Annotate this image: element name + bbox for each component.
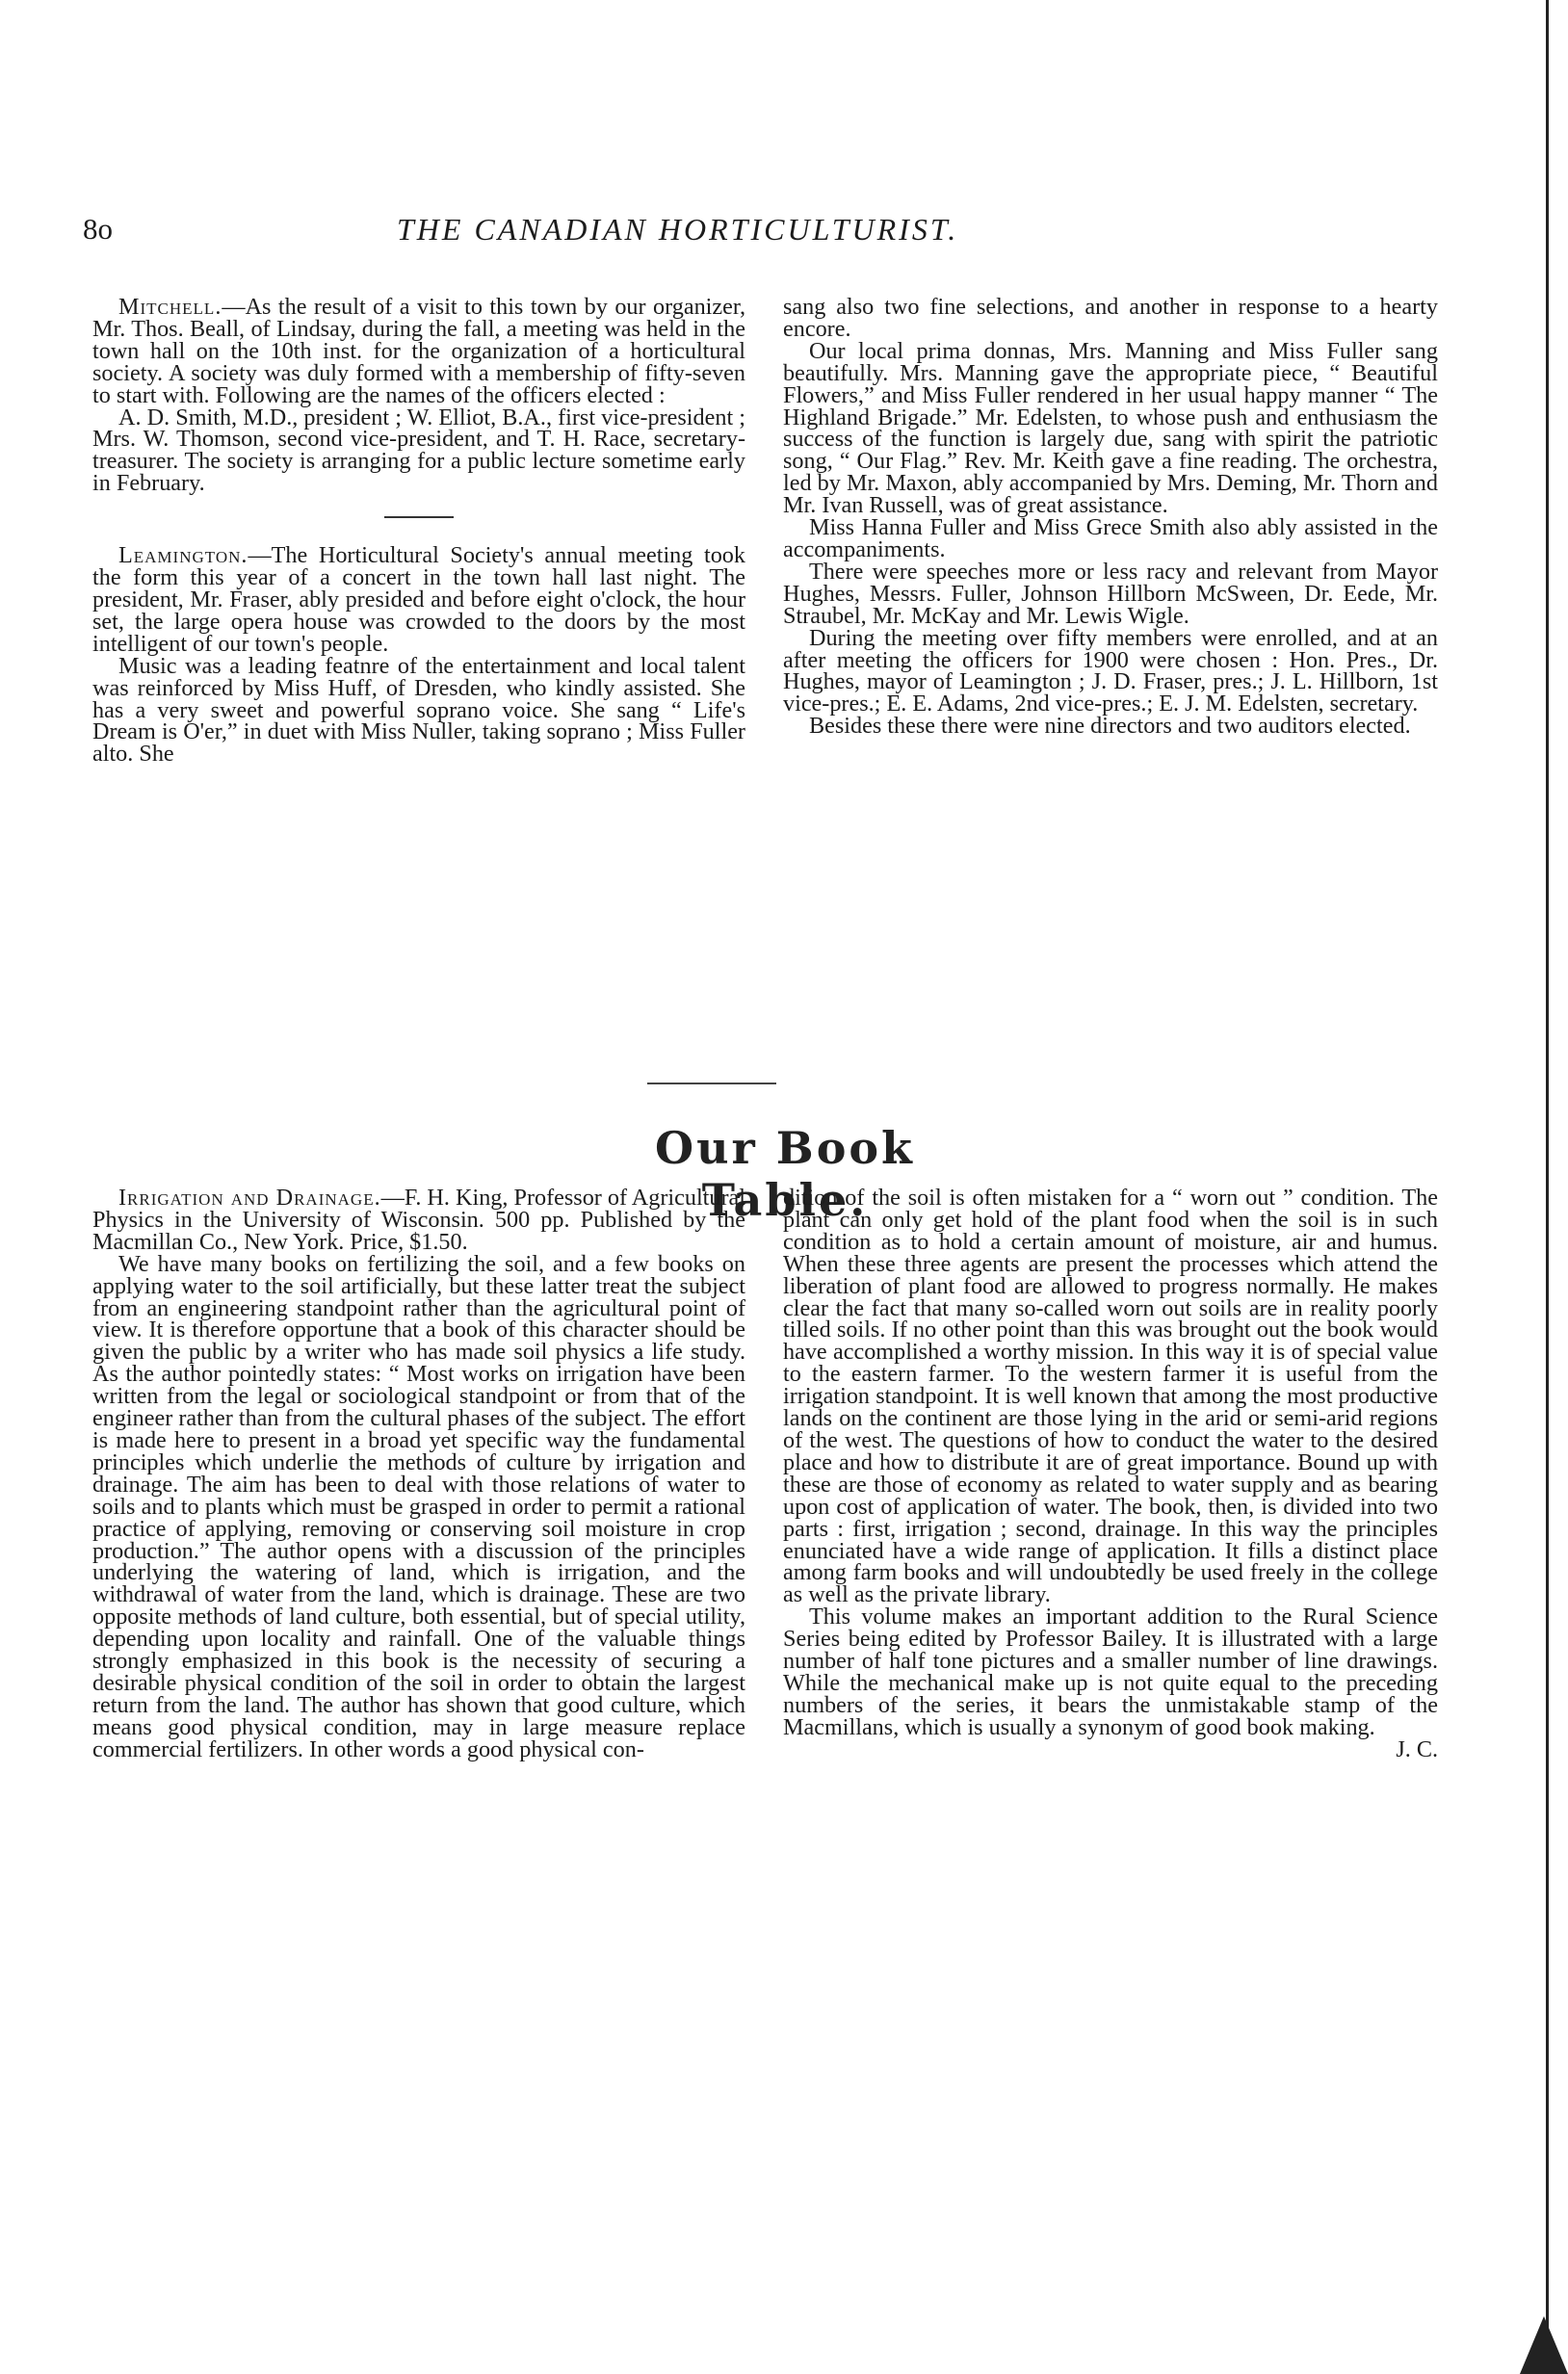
leamington-body: —The Horticultural Society's annual meeting took the form this year of a concert in the town hall last night. The president, Mr. Fraser, ably presided and before eight o'clock, the hour set, the large opera house was crowded to the doors by the most intelligent of our town's people.: [92, 542, 745, 657]
book-review-right-1: dition of the soil is often mistaken for a “ worn out ” condition. The plant can only get hold of the plant food when the soil is in such condition as to hold a certain amount of moisture, air and humus. When these three agents are present the processes which attend the liberation of plant food are allowed to progress normally. He makes clear the fact that many so-called worn out soils are in reality poorly tilled soils. If no other point than this was brought out the book would have accomplished a worthy mission. In this way it is of special value to the eastern farmer. To the western farmer it is useful from the irrigation standpoint. It is well known that among the most productive lands on the continent are those lying in the arid or semi-arid regions of the west. The questions of how to conduct the water to the desired place and how to distribute it are of great importance. Bound up with these are those of economy as related to water supply and as bearing upon cost of application of water. The book, then, is divided into two parts : first, irrigation ; second, drainage. In this way the principles enunciated have a wide range of application. It fills a distinct place among farm books and will undoubtedly be used freely in the college as well as the private library.: [783, 1185, 1438, 1608]
section-divider: [647, 1083, 776, 1084]
book-citation-lead: Irrigation and Drainage.: [118, 1185, 381, 1211]
book-left-column: [92, 1187, 745, 1761]
right-paragraph-6: Besides these there were nine directors and two auditors elected.: [809, 713, 1411, 740]
right-paragraph-4: There were speeches more or less racy and relevant from Mayor Hughes, Messrs. Fuller, Johnson Hillborn McSween, Dr. Eede, Mr. Straubel, Mr. McKay and Mr. Lewis Wigle.: [783, 558, 1438, 629]
mitchell-officers: A. D. Smith, M.D., president ; W. Elliot, B.A., first vice-president ; Mrs. W. Thomson, second vice-president, and T. H. Race, secretary-treasurer. The society is arranging for a public lecture sometime early in February.: [92, 404, 745, 497]
running-title: THE CANADIAN HORTICULTURIST.: [397, 212, 959, 247]
book-table-heading: Our Book Table.: [655, 1122, 915, 1226]
page-corner-mark: [1520, 2316, 1568, 2374]
section-separator: [384, 516, 454, 518]
book-citation-body: —F. H. King, Professor of Agricultural Physics in the University of Wisconsin. 500 pp. Published by the Macmillan Co., New York. Price, $1.50.: [92, 1185, 745, 1255]
book-right-column: [783, 1187, 1438, 1761]
top-left-column: [92, 294, 745, 768]
leamington-paragraph: [92, 542, 745, 657]
page-edge-rule: [1546, 0, 1549, 2374]
leamington-lead: Leamington.: [118, 542, 248, 569]
top-right-column: [783, 294, 1438, 740]
right-paragraph-2: Our local prima donnas, Mrs. Manning and Miss Fuller sang beautifully. Mrs. Manning gave the appropriate piece, “ Beautiful Flowers,” and Miss Fuller rendered in her usual happy manner “ The Highland Brigade.” Mr. Edelsten, to whose push and enthusiasm the success of the function is largely due, sang with spirit the patriotic song, “ Our Flag.” Rev. Mr. Keith gave a fine reading. The orchestra, led by Mr. Maxon, ably accompanied by Mrs. Deming, Mr. Thorn and Mr. Ivan Russell, was of great assistance.: [783, 337, 1438, 519]
book-citation: [92, 1187, 745, 1254]
book-review-right-2: This volume makes an important addition to the Rural Science Series being edited by Professor Bailey. It is illustrated with a large number of half tone pictures and a smaller number of line drawings. While the mechanical make up is not quite equal to the preceding numbers of the series, it bears the unmistakable stamp of the Macmillans, which is usually a synonym of good book making.: [783, 1604, 1438, 1740]
right-paragraph-3: Miss Hanna Fuller and Miss Grece Smith also ably assisted in the accompaniments.: [783, 514, 1438, 562]
mitchell-paragraph: [92, 294, 745, 408]
right-paragraph-1: sang also two fine selections, and another in response to a hearty encore.: [783, 294, 1438, 342]
review-signature: J. C.: [1396, 1735, 1438, 1762]
page-number: 8o: [83, 212, 113, 246]
leamington-music: Music was a leading featnre of the entertainment and local talent was reinforced by Miss Huff, of Dresden, who kindly assisted. She has a very sweet and powerful soprano voice. She sang “ Life's Dream is O'er,” in duet with Miss Nuller, taking soprano ; Miss Fuller alto. She: [92, 652, 745, 768]
book-review-left: We have many books on fertilizing the soil, and a few books on applying water to the soil artificially, but these latter treat the subject from an engineering standpoint rather than the agricultural point of view. It is therefore opportune that a book of this character should be given the public by a writer who has made soil physics a life study. As the author pointedly states: “ Most works on irrigation have been written from the legal or sociological standpoint or from that of the engineer rather than from the cultural phases of the subject. The effort is made here to present in a broad yet specific way the fundamental principles which underlie the methods of culture by irrigation and drainage. The aim has been to deal with those relations of water to soils and to plants which must be grasped in order to permit a rational practice of applying, removing or conserving soil moisture in crop production.” The author opens with a discussion of the principles underlying the watering of land, which is irrigation, and the withdrawal of water from the land, which is drainage. These are two opposite methods of land culture, both essential, but of special utility, depending upon locality and rainfall. One of the valuable things strongly emphasized in this book is the necessity of securing a desirable physical condition of the soil in order to obtain the largest return from the land. The author has shown that good culture, which means good physical condition, may in large measure replace commercial fertilizers. In other words a good physical con-: [92, 1250, 745, 1762]
mitchell-lead: Mitchell.: [118, 294, 222, 320]
right-paragraph-5: During the meeting over fifty members were enrolled, and at an after meeting the officers for 1900 were chosen : Hon. Pres., Dr. Hughes, mayor of Leamington ; J. D. Fraser, pres.; J. L. Hillborn, 1st vice-pres.; E. E. Adams, 2nd vice-pres.; E. J. M. Edelsten, secretary.: [783, 624, 1438, 717]
mitchell-body: —As the result of a visit to this town by our organizer, Mr. Thos. Beall, of Lindsay, during the fall, a meeting was held in the town hall on the 10th inst. for the organization of a horticultural society. A society was duly formed with a membership of fifty-seven to start with. Following are the names of the officers elected :: [92, 294, 745, 408]
